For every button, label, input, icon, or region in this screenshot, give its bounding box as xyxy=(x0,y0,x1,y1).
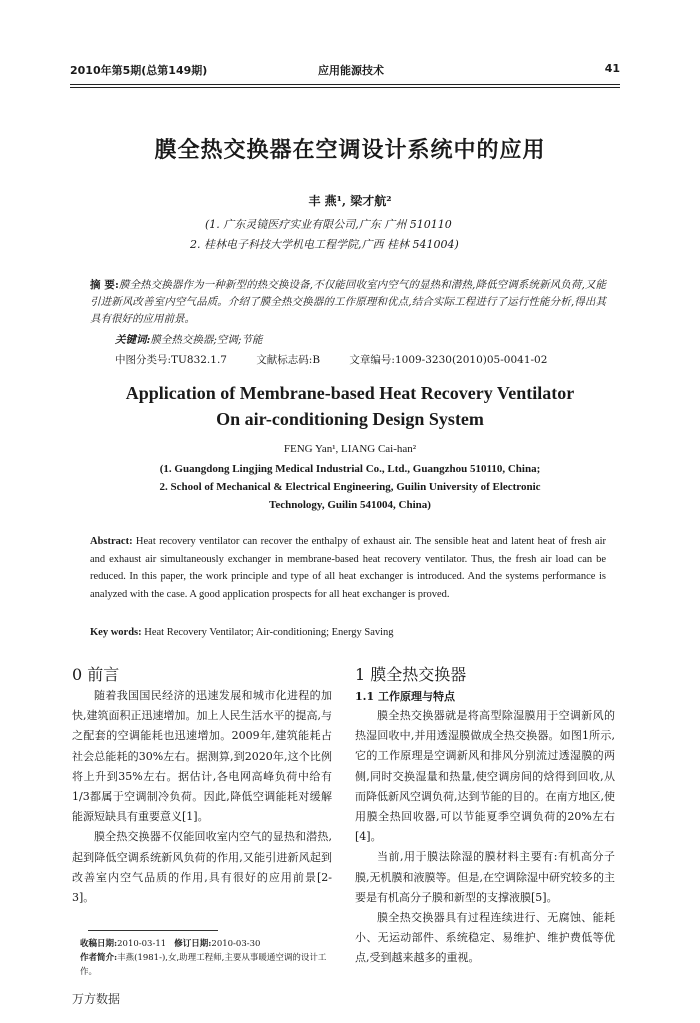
abstract-en-text: Heat recovery ventilator can recover the enthalpy of exhaust air. The sensible heat and latent heat of fresh air and exhaust air simultaneously exchanger in membrane-based heat recovery ventilator. Thus, the fresh air load can be reduced. In this paper, the work principle and type of all heat exchanger is introduced. And the systems performance is analyzed with the case. A good application prospects for all heat exchanger is proved. xyxy=(90,536,607,600)
section-1-paragraph: 膜全热交换器就是将高型除湿膜用于空调新风的热湿回收中,并用透湿膜做成全热交换器。如图1所示,它的工作原理是空调新风和排风分别流过透湿膜的两侧,同时交换湿量和热量,使空调房间的焓得到回收,从而降低新风空调负荷,达到节能的目的。在南方地区,使用膜全热回收器,可以节能夏季空调负荷的20%左右[4]。 xyxy=(355,709,615,844)
issue-info: 2010年第5期(总第149期) xyxy=(70,64,208,77)
affiliation-en-2: 2. School of Mechanical & Electrical Engineering, Guilin University of Electronic xyxy=(159,481,541,493)
section-1-paragraph: 当前,用于膜法除湿的膜材料主要有:有机高分子膜,无机膜和液膜等。但是,在空调除湿中研究较多的主要是有机高分子膜和新型的支撑液膜[5]。 xyxy=(355,850,615,904)
authors-chinese: 丰 燕¹, 梁才航² xyxy=(308,194,392,208)
title-chinese: 膜全热交换器在空调设计系统中的应用 xyxy=(154,137,546,163)
abstract-cn-label: 摘 要: xyxy=(90,279,119,291)
section-0-heading: 0 前言 xyxy=(72,665,120,684)
revised-date: 2010-03-30 xyxy=(211,939,261,949)
classification-line xyxy=(115,352,573,367)
keywords-cn-label: 关键词: xyxy=(115,334,151,346)
keywords-en-text: Heat Recovery Ventilator; Air-conditioning; Energy Saving xyxy=(144,627,394,638)
affiliation-cn-2: 2. 桂林电子科技大学机电工程学院,广西 桂林 541004) xyxy=(190,238,459,251)
title-english xyxy=(0,380,700,432)
revised-label: 修订日期: xyxy=(174,939,212,949)
journal-name: 应用能源技术 xyxy=(318,64,384,77)
keywords-chinese xyxy=(115,332,262,347)
section-0-body xyxy=(72,686,332,908)
section-1-paragraph: 膜全热交换器具有过程连续进行、无腐蚀、能耗小、无运动部件、系统稳定、易维护、维护费低等优点,受到越来越多的重视。 xyxy=(355,911,615,965)
abstract-chinese xyxy=(90,277,606,328)
abstract-en-label: Abstract: xyxy=(90,536,133,547)
title-en-line-2: On air-conditioning Design System xyxy=(216,409,484,429)
keywords-en-label: Key words: xyxy=(90,627,142,638)
section-0-paragraph: 膜全热交换器不仅能回收室内空气的显热和潜热,起到降低空调系统新风负荷的作用,又能引进新风起到改善室内空气品质的作用,具有很好的应用前景[2-3]。 xyxy=(72,830,332,905)
article-number: 文章编号:1009-3230(2010)05-0041-02 xyxy=(349,354,548,366)
author-bio: 丰燕(1981-),女,助理工程师,主要从事暖通空调的设计工作。 xyxy=(80,953,327,977)
footnote-author xyxy=(80,951,340,979)
abstract-english xyxy=(90,533,606,603)
document-code: 文献标志码:B xyxy=(256,354,321,366)
header-rule xyxy=(70,84,620,85)
received-label: 收稿日期: xyxy=(80,939,118,949)
footnote-rule xyxy=(88,930,218,931)
running-header xyxy=(70,62,620,82)
watermark: 万方数据 xyxy=(72,992,121,1006)
section-1-body xyxy=(355,706,615,969)
affiliation-en-3: Technology, Guilin 541004, China) xyxy=(269,499,431,511)
clc-number: 中图分类号:TU832.1.7 xyxy=(115,354,227,366)
page-number: 41 xyxy=(604,62,620,75)
section-0-paragraph: 随着我国国民经济的迅速发展和城市化进程的加快,建筑面积正迅速增加。加上人民生活水平的提高,与之配套的空调能耗也迅速增加。2009年,建筑能耗占社会总能耗的30%左右。据测算,到2020年,这个比例将上升到35%左右。据估计,各电网高峰负荷中给有1/3都属于空调制冷负荷。因此,降低空调能耗对缓解能源短缺具有重要意义[1]。 xyxy=(72,689,332,824)
title-en-line-1: Application of Membrane-based Heat Recovery Ventilator xyxy=(125,383,575,403)
header-rule-thin xyxy=(70,87,620,88)
abstract-cn-text: 膜全热交换器作为一种新型的热交换设备,不仅能回收室内空气的显热和潜热,降低空调系统新风负荷,又能引进新风改善室内空气品质。介绍了膜全热交换器的工作原理和优点,结合实际工程进行了运行性能分析,得出其具有很好的应用前景。 xyxy=(90,279,606,325)
keywords-cn-text: 膜全热交换器;空调;节能 xyxy=(150,334,263,346)
footnote-dates xyxy=(80,937,340,951)
received-date: 2010-03-11 xyxy=(117,939,167,949)
section-1-heading: 1 膜全热交换器 xyxy=(355,665,467,684)
author-bio-label: 作者简介: xyxy=(80,953,118,963)
affiliation-cn-1: (1. 广东灵镜医疗实业有限公司,广东 广州 510110 xyxy=(205,218,452,231)
affiliation-en-1: (1. Guangdong Lingjing Medical Industrial Co., Ltd., Guangzhou 510110, China; xyxy=(159,463,541,475)
authors-english: FENG Yan¹, LIANG Cai-han² xyxy=(283,443,417,455)
keywords-english xyxy=(90,627,394,638)
section-1-1-heading: 1.1 工作原理与特点 xyxy=(355,690,455,703)
footnote xyxy=(80,937,340,979)
